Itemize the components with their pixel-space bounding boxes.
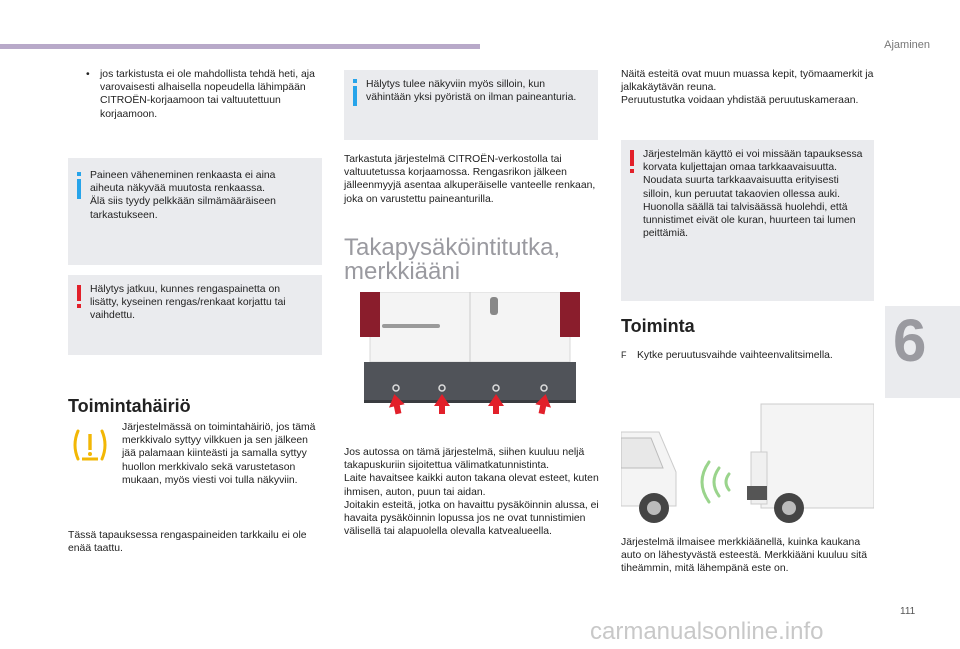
bullet-item [86,68,321,121]
watermark: carmanualsonline.info [590,618,824,645]
info-icon [77,179,81,199]
malfunction-footer: Tässä tapauksessa rengaspaineiden tarkkailu ei ole enää taattu. [68,530,307,555]
section-name: Ajaminen [884,39,930,51]
info-box [68,158,322,265]
parking-sensor-title: Takapysäköintitutka, merkkiääni [344,234,561,285]
operation-step [621,349,876,362]
van-rear-illustration [360,292,580,416]
operation-bottom-text: Järjestelmä ilmaisee merkkiäänellä, kuinka kaukana auto on lähestyvästä esteestä. Merkkiääni kuuluu sitä tiheämmin, mitä lähempänä este on. [621,537,868,575]
info-icon [353,86,357,106]
step-symbol: F [621,350,627,360]
warning-icon [630,150,634,166]
page-number: 111 [900,606,916,617]
info-text: Paineen väheneminen renkaasta ei aina aiheuta näkyvää muutosta renkaassa. Älä siis tyydy pelkkään silmämääräiseen tarkastukseen. [90,170,276,221]
header-bar [0,44,480,49]
obstacles-intro: Näitä esteitä ovat muun muassa kepit, työmaamerkit ja jalkakäytävän reuna. Peruutustutka voidaan yhdistää peruutuskameraan. [621,69,874,107]
info-text-2: Hälytys tulee näkyviin myös silloin, kun vähintään yksi pyöristä on ilman paineanturia. [366,79,577,104]
parking-sensor-description: Jos autossa on tämä järjestelmä, siihen kuuluu neljä takapuskuriin sijoitettua välimatkatunnistinta. Laite havaitsee kaikki auton takana olevat esteet, kuten ihmisen, auton, puun tai aidan. Joitakin esteitä, jotka on havaittu pysäköinnin alussa, ei havaita pysäköinnin lopussa jos ne ovat tunnistimien välisellä tai alapuolella olevalla katvealueella. [344,447,599,538]
reversing-illustration [621,402,874,526]
check-text: Tarkastuta järjestelmä CITROËN-verkostolla tai valtuutetussa korjaamossa. Rengasrikon jälkeen jälleenmyyjä asentaa alkuperäiselle vanteelle renkaan, joka on varustettu paineanturilla. [344,154,596,205]
warning-text: Hälytys jatkuu, kunnes rengaspainetta on lisätty, kyseinen rengas/renkaat korjattu tai vaihdettu. [90,284,286,322]
malfunction-text: Järjestelmässä on toimintahäiriö, jos tämä merkkivalo syttyy vilkkuen ja sen jälkeen jää palamaan kiinteästi ja samalla syttyy huollon merkkivalo sekä varustetason mukaan, myös viesti voi tulla näkyviin. [122,422,316,486]
bullet-text: jos tarkistusta ei ole mahdollista tehdä heti, aja varovaisesti alhaisella nopeudella lähimpään CITROËN-korjaamoon tai valtuutettuun korjaamoon. [100,69,315,120]
warning-icon [77,285,81,301]
chapter-number: 6 [893,307,927,374]
bullet-icon: • [86,69,90,80]
info-box-2 [344,70,598,140]
operation-heading: Toiminta [621,316,695,336]
warning-box [68,275,322,355]
malfunction-heading: Toimintahäiriö [68,396,191,416]
warning-text-2: Järjestelmän käyttö ei voi missään tapauksessa korvata kuljettajan omaa tarkkaavaisuutta. Noudata suurta tarkkaavaisuutta erityisesti silloin, kun peruutat takaovien ollessa auki. Huonolla säällä tai talvisäässä huolehdi, että tunnistimet eivät ole kuran, huurteen tai lumen peittämiä. [643,149,863,240]
warning-box-2 [621,140,874,301]
warning-light-icon [70,425,110,465]
step-text: Kytke peruutusvaihde vaihteenvalitsimella. [637,350,833,361]
